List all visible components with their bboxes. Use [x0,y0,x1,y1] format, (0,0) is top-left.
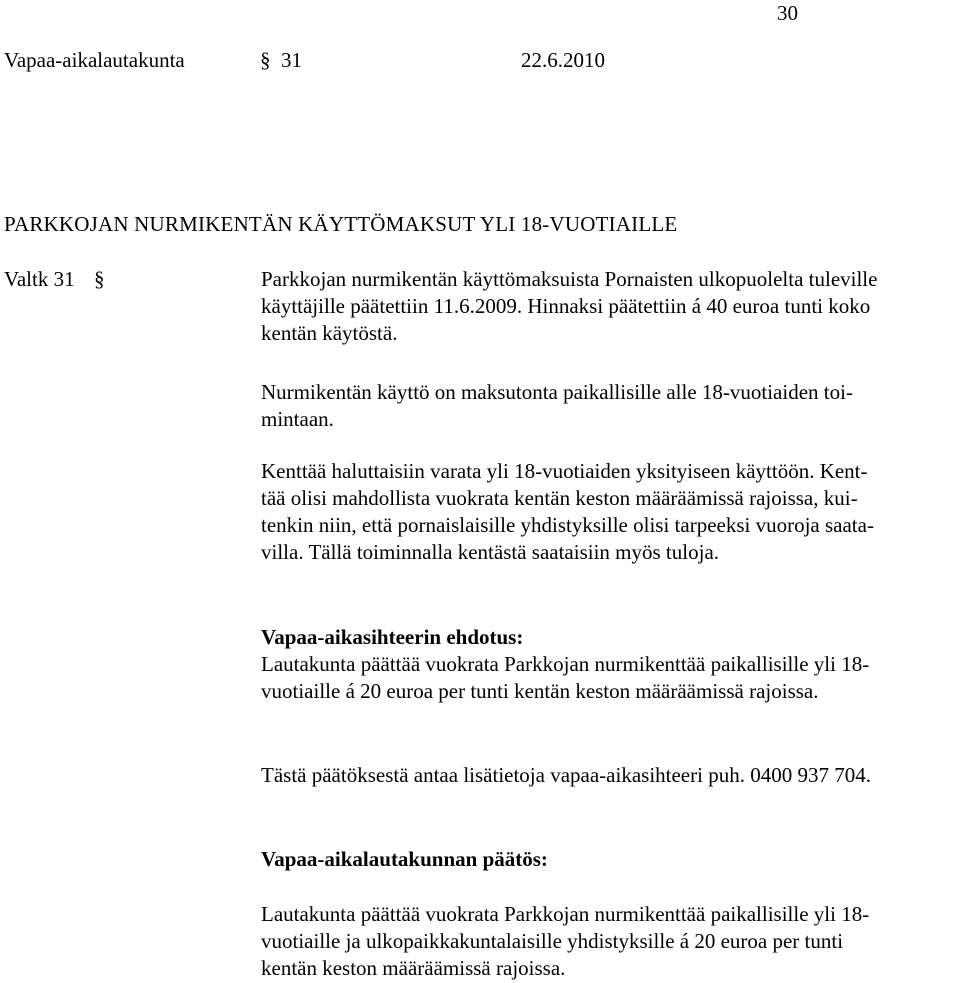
proposal-line: vuotiaille á 20 euroa per tunti kentän keston määräämissä rajoissa. [261,679,819,703]
section-mark: § [260,48,271,72]
paragraph-line: tää olisi mahdollista vuokrata kentän keston määräämissä rajoissa, kui- [261,486,858,510]
background-paragraph [261,266,951,347]
proposal-heading: Vapaa-aikasihteerin ehdotus: [261,625,524,649]
decision-heading: Vapaa-aikalautakunnan päätös: [261,847,548,871]
decision-line: Lautakunta päättää vuokrata Parkkojan nurmikenttää paikallisille yli 18- [261,902,870,926]
decision-body [261,901,951,982]
paragraph-line: Nurmikentän käyttö on maksutonta paikallisille alle 18-vuotiaiden toi- [261,380,853,404]
page-number: 30 [777,1,798,25]
paragraph-line: käyttäjille päätettiin 11.6.2009. Hinnaksi päätettiin á 40 euroa tunti koko [261,294,871,318]
paragraph-line: Kenttää haluttaisiin varata yli 18-vuotiaiden yksityiseen käyttöön. Kent- [261,459,868,483]
paragraph-line: tenkin niin, että pornaislaisille yhdistyksille olisi tarpeeksi vuoroja saata- [261,513,874,537]
reference-label: Valtk 31 [4,267,75,291]
meeting-date: 22.6.2010 [521,48,605,72]
paragraph-line: villa. Tällä toiminnalla kentästä saataisiin myös tuloja. [261,540,720,564]
committee-name: Vapaa-aikalautakunta [4,48,185,72]
proposal-line: Lautakunta päättää vuokrata Parkkojan nurmikenttää paikallisille yli 18- [261,652,870,676]
decision-section [261,846,951,873]
info-text: Tästä päätöksestä antaa lisätietoja vapaa-aikasihteeri puh. 0400 937 704. [261,763,871,787]
document-title: PARKKOJAN NURMIKENTÄN KÄYTTÖMAKSUT YLI 18-VUOTIAILLE [4,212,678,236]
reference-section-mark: § [94,267,105,291]
section-number: 31 [281,48,302,72]
decision-line: kentän keston määräämissä rajoissa. [261,956,566,980]
background-paragraph [261,379,951,433]
background-paragraph [261,458,951,566]
paragraph-line: kentän käytöstä. [261,321,398,345]
paragraph-line: mintaan. [261,407,334,431]
info-section [261,762,951,789]
proposal-section [261,624,951,705]
paragraph-line: Parkkojan nurmikentän käyttömaksuista Pornaisten ulkopuolelta tuleville [261,267,878,291]
decision-line: vuotiaille ja ulkopaikkakuntalaisille yhdistyksille á 20 euroa per tunti [261,929,844,953]
